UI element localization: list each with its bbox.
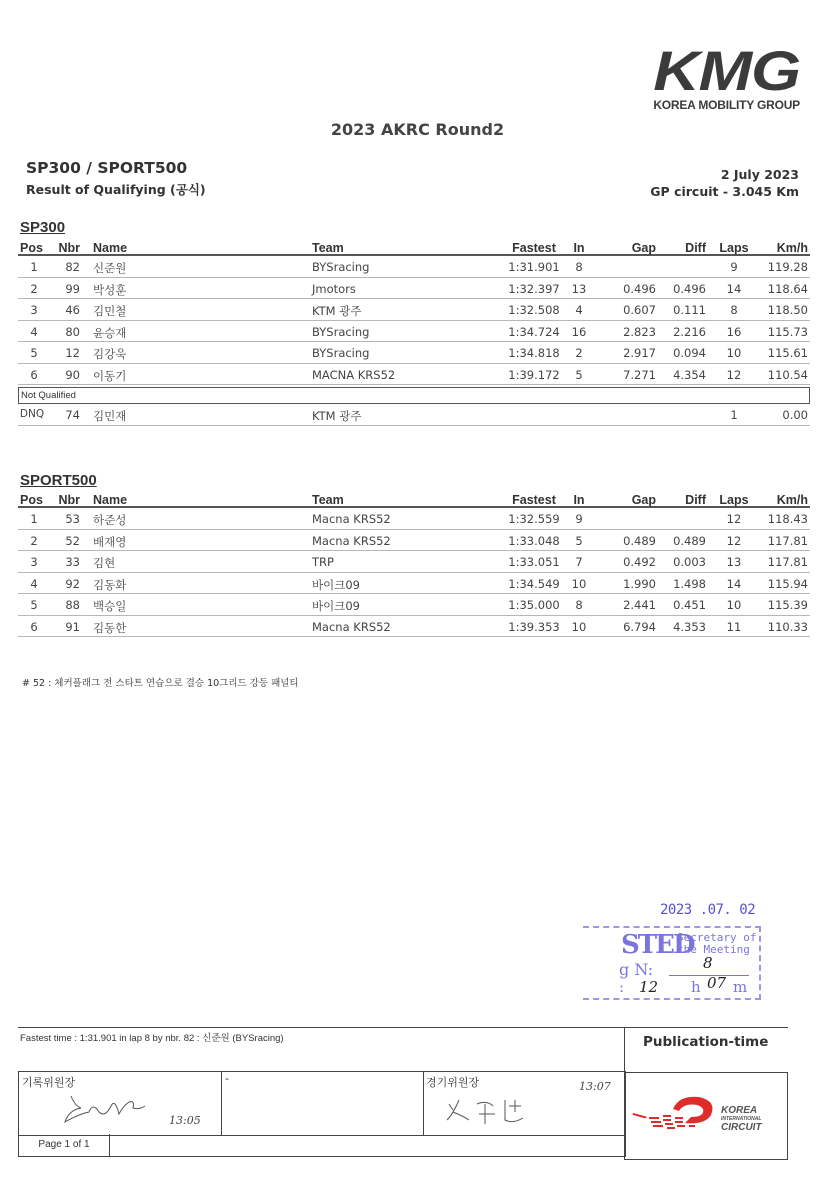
- cell-kmh: 115.61: [767, 346, 808, 360]
- table-header: [18, 492, 810, 508]
- col-name: Name: [93, 493, 128, 507]
- cell-fastest: 1:32.508: [508, 303, 560, 317]
- kic-line-1: KOREA: [721, 1105, 758, 1116]
- cell-pos: 3: [30, 303, 38, 317]
- cell-pos: 1: [30, 260, 38, 274]
- publication-time-cell: [624, 1027, 787, 1072]
- table-row: [18, 256, 810, 278]
- race-chief-label: 경기위원장: [426, 1076, 480, 1089]
- col-in: In: [573, 493, 585, 507]
- cell-name: 윤승재: [93, 325, 127, 340]
- records-chief-label: 기록위원장: [22, 1076, 76, 1089]
- cell-kmh: 119.28: [767, 260, 808, 274]
- cell-nbr: 91: [65, 619, 80, 634]
- stamp-reg-label: g N:: [619, 960, 654, 979]
- col-laps: Laps: [719, 493, 749, 507]
- cell-in: 7: [575, 555, 583, 569]
- cell-gap: 2.441: [623, 598, 656, 612]
- cell-gap: 1.990: [623, 576, 656, 591]
- race-chief-signature: [443, 1090, 543, 1130]
- class-title: SP300 / SPORT500: [26, 159, 188, 177]
- cell-pos: 3: [30, 555, 38, 569]
- cell-team: Macna KRS52: [312, 619, 391, 634]
- cell-diff: 4.354: [673, 367, 706, 382]
- cell-kmh: 118.50: [767, 303, 808, 317]
- cell-fastest: 1:34.818: [508, 346, 560, 360]
- cell-name: 김민재: [93, 409, 127, 423]
- cell-kmh: 115.94: [767, 576, 808, 591]
- table-header: [18, 240, 810, 256]
- kic-logo-text: [721, 1106, 762, 1133]
- col-pos: Pos: [20, 241, 43, 255]
- cell-in: 8: [575, 260, 583, 274]
- cell-name: 김현: [93, 556, 116, 570]
- cell-laps: 11: [726, 619, 742, 634]
- sp300-results-table: [18, 240, 810, 426]
- cell-name: 김민철: [93, 304, 127, 318]
- col-name: Name: [93, 241, 128, 255]
- publication-time-label: Publication-time: [643, 1034, 769, 1050]
- col-kmh: Km/h: [776, 241, 808, 255]
- cell-laps: 10: [726, 346, 742, 360]
- cell-name: 배재영: [93, 534, 127, 549]
- col-nbr: Nbr: [58, 493, 80, 507]
- records-chief-time: 13:05: [169, 1114, 201, 1127]
- cell-laps: 1: [730, 408, 738, 422]
- table-row: [18, 364, 810, 386]
- cell-diff: 1.498: [673, 576, 706, 591]
- cell-pos: 6: [30, 367, 38, 382]
- cell-name: 김동한: [93, 620, 127, 635]
- cell-kmh: 117.81: [767, 533, 808, 548]
- table-row: [18, 573, 810, 595]
- kmg-logo: [630, 39, 800, 113]
- table-row: [18, 404, 810, 426]
- kic-line-3: CIRCUIT: [721, 1122, 762, 1133]
- signature-cell-records: [19, 1072, 222, 1135]
- stamp-secretary: [677, 932, 756, 956]
- cell-diff: 4.353: [673, 619, 706, 634]
- col-fastest: Fastest: [512, 241, 556, 255]
- col-gap: Gap: [631, 493, 656, 507]
- col-kmh: Km/h: [776, 493, 808, 507]
- cell-nbr: 74: [65, 408, 80, 422]
- cell-nbr: 33: [65, 555, 80, 569]
- signature-cell-blank: [221, 1072, 424, 1135]
- cell-nbr: 88: [65, 598, 80, 612]
- cell-team: BYSracing: [312, 324, 370, 339]
- cell-kmh: 117.81: [767, 555, 808, 569]
- cell-fastest: 1:35.000: [508, 598, 560, 612]
- cell-nbr: 82: [65, 260, 80, 274]
- stamp-minute-unit: m: [733, 978, 748, 996]
- cell-laps: 12: [726, 367, 742, 382]
- cell-in: 9: [575, 512, 583, 526]
- posted-stamp: [583, 926, 761, 1000]
- cell-pos: 5: [30, 598, 38, 612]
- cell-in: 8: [575, 598, 583, 612]
- cell-in: 5: [575, 533, 583, 548]
- kmg-logo-mark: KMG: [653, 39, 800, 102]
- cell-diff: 2.216: [673, 324, 706, 339]
- signature-cell-race: [423, 1072, 625, 1135]
- cell-kmh: 110.54: [767, 367, 808, 382]
- cell-team: Jmotors: [312, 281, 356, 296]
- section-title-sport500: SPORT500: [20, 472, 97, 489]
- cell-diff: 0.094: [673, 346, 706, 360]
- cell-gap: 2.823: [623, 324, 656, 339]
- cell-gap: 0.607: [623, 303, 656, 317]
- cell-fastest: 1:34.724: [508, 324, 560, 339]
- page-footer: [18, 1134, 626, 1157]
- col-laps: Laps: [719, 241, 749, 255]
- blank-cell-mark: -: [225, 1072, 229, 1085]
- cell-in: 2: [575, 346, 583, 360]
- table-row: [18, 342, 810, 364]
- cell-pos: DNQ: [19, 408, 45, 420]
- cell-laps: 14: [726, 576, 742, 591]
- cell-team: Macna KRS52: [312, 533, 391, 548]
- stamp-secretary-line1: Secretary of: [677, 931, 757, 944]
- cell-name: 박성훈: [93, 282, 127, 297]
- cell-name: 김동화: [93, 577, 127, 592]
- cell-nbr: 80: [65, 324, 80, 339]
- cell-name: 김강욱: [93, 347, 127, 361]
- cell-kmh: 115.39: [767, 598, 808, 612]
- cell-team: 바이크09: [312, 599, 360, 613]
- cell-laps: 10: [726, 598, 742, 612]
- cell-pos: 4: [30, 576, 38, 591]
- penalty-note: # 52 : 체커플래그 전 스타트 연습으로 결승 10그리드 강등 패널티: [22, 678, 299, 689]
- page-number: Page 1 of 1: [19, 1134, 110, 1156]
- cell-nbr: 99: [65, 281, 80, 296]
- cell-in: 10: [571, 576, 587, 591]
- circuit-info: GP circuit - 3.045 Km: [650, 184, 799, 199]
- cell-gap: 0.496: [623, 281, 656, 296]
- cell-team: KTM 광주: [312, 304, 362, 318]
- cell-nbr: 46: [65, 303, 80, 317]
- sport500-results-table: [18, 492, 810, 637]
- table-row: [18, 321, 810, 343]
- stamp-posted: STED: [621, 930, 694, 960]
- col-pos: Pos: [20, 493, 43, 507]
- table-row: [18, 278, 810, 300]
- stamp-secretary-line2: the Meeting: [677, 943, 750, 956]
- not-qualified-label: Not Qualified: [18, 387, 810, 404]
- sport500-rows: [18, 508, 810, 637]
- col-nbr: Nbr: [58, 241, 80, 255]
- cell-kmh: 118.43: [767, 512, 808, 526]
- cell-team: MACNA KRS52: [312, 367, 396, 382]
- cell-gap: 0.489: [623, 533, 656, 548]
- cell-nbr: 52: [65, 533, 80, 548]
- kmg-logo-subtitle: KOREA MOBILITY GROUP: [653, 98, 800, 112]
- cell-pos: 1: [30, 512, 38, 526]
- cell-name: 백승일: [93, 599, 127, 613]
- cell-in: 13: [571, 281, 587, 296]
- records-chief-signature: [59, 1088, 169, 1128]
- cell-diff: 0.489: [673, 533, 706, 548]
- section-title-sp300: SP300: [20, 219, 66, 236]
- cell-name: 이동기: [93, 368, 127, 383]
- stamp-reg-value: 8: [703, 954, 713, 972]
- cell-in: 5: [575, 367, 583, 382]
- table-row: [18, 508, 810, 530]
- cell-name: 하준성: [93, 513, 127, 527]
- kic-logo-cell: [624, 1072, 788, 1160]
- stamp-date: 2023 .07. 02: [660, 902, 756, 918]
- cell-diff: 0.003: [673, 555, 706, 569]
- cell-diff: 0.451: [673, 598, 706, 612]
- cell-gap: 2.917: [623, 346, 656, 360]
- cell-nbr: 90: [65, 367, 80, 382]
- cell-diff: 0.496: [673, 281, 706, 296]
- stamp-hour-prefix: :: [619, 978, 625, 996]
- cell-gap: 0.492: [623, 555, 656, 569]
- result-subtitle: Result of Qualifying (공식): [26, 182, 206, 197]
- kic-logo-mark: [629, 1091, 721, 1141]
- cell-in: 10: [571, 619, 587, 634]
- cell-pos: 4: [30, 324, 38, 339]
- cell-fastest: 1:33.048: [508, 533, 560, 548]
- cell-gap: 7.271: [623, 367, 656, 382]
- race-chief-time: 13:07: [579, 1080, 611, 1093]
- cell-diff: 0.111: [673, 303, 706, 317]
- cell-in: 16: [571, 324, 587, 339]
- cell-laps: 14: [726, 281, 742, 296]
- cell-nbr: 92: [65, 576, 80, 591]
- stamp-hour-unit: h: [691, 978, 701, 996]
- col-gap: Gap: [631, 241, 656, 255]
- cell-gap: 6.794: [623, 619, 656, 634]
- cell-fastest: 1:32.397: [508, 281, 560, 296]
- cell-pos: 2: [30, 281, 38, 296]
- cell-kmh: 0.00: [782, 408, 808, 422]
- cell-team: BYSracing: [312, 260, 370, 274]
- cell-team: BYSracing: [312, 346, 370, 360]
- cell-pos: 6: [30, 619, 38, 634]
- cell-laps: 12: [726, 512, 742, 526]
- col-team: Team: [312, 241, 344, 255]
- sp300-dnq-rows: [18, 404, 810, 426]
- stamp-hour-value: 12: [639, 978, 659, 996]
- cell-nbr: 53: [65, 512, 80, 526]
- cell-laps: 16: [726, 324, 742, 339]
- event-date: 2 July 2023: [720, 167, 799, 182]
- col-team: Team: [312, 493, 344, 507]
- signature-table: [18, 1071, 626, 1136]
- table-row: [18, 616, 810, 638]
- col-diff: Diff: [685, 241, 706, 255]
- table-row: [18, 551, 810, 573]
- cell-pos: 2: [30, 533, 38, 548]
- col-diff: Diff: [685, 493, 706, 507]
- cell-kmh: 110.33: [767, 619, 808, 634]
- cell-laps: 13: [726, 555, 742, 569]
- cell-laps: 8: [730, 303, 738, 317]
- kic-line-2: INTERNATIONAL: [721, 1116, 762, 1122]
- cell-pos: 5: [30, 346, 38, 360]
- cell-team: TRP: [312, 555, 334, 569]
- table-row: [18, 299, 810, 321]
- cell-fastest: 1:32.559: [508, 512, 560, 526]
- cell-kmh: 118.64: [767, 281, 808, 296]
- sp300-rows: [18, 256, 810, 385]
- cell-fastest: 1:34.549: [508, 576, 560, 591]
- cell-kmh: 115.73: [767, 324, 808, 339]
- cell-nbr: 12: [65, 346, 80, 360]
- cell-in: 4: [575, 303, 583, 317]
- cell-fastest: 1:33.051: [508, 555, 560, 569]
- cell-team: Macna KRS52: [312, 512, 391, 526]
- table-row: [18, 530, 810, 552]
- fastest-time-summary: Fastest time : 1:31.901 in lap 8 by nbr. 82 : 신준원 (BYSracing): [20, 1033, 284, 1044]
- cell-laps: 12: [726, 533, 742, 548]
- col-in: In: [573, 241, 585, 255]
- cell-team: KTM 광주: [312, 409, 362, 423]
- table-row: [18, 594, 810, 616]
- cell-laps: 9: [730, 260, 738, 274]
- cell-fastest: 1:39.353: [508, 619, 560, 634]
- event-title: 2023 AKRC Round2: [330, 120, 505, 139]
- col-fastest: Fastest: [512, 493, 556, 507]
- cell-name: 신준원: [93, 261, 127, 275]
- stamp-minute-value: 07: [707, 974, 727, 992]
- cell-fastest: 1:31.901: [508, 260, 560, 274]
- cell-team: 바이크09: [312, 577, 360, 592]
- cell-fastest: 1:39.172: [508, 367, 560, 382]
